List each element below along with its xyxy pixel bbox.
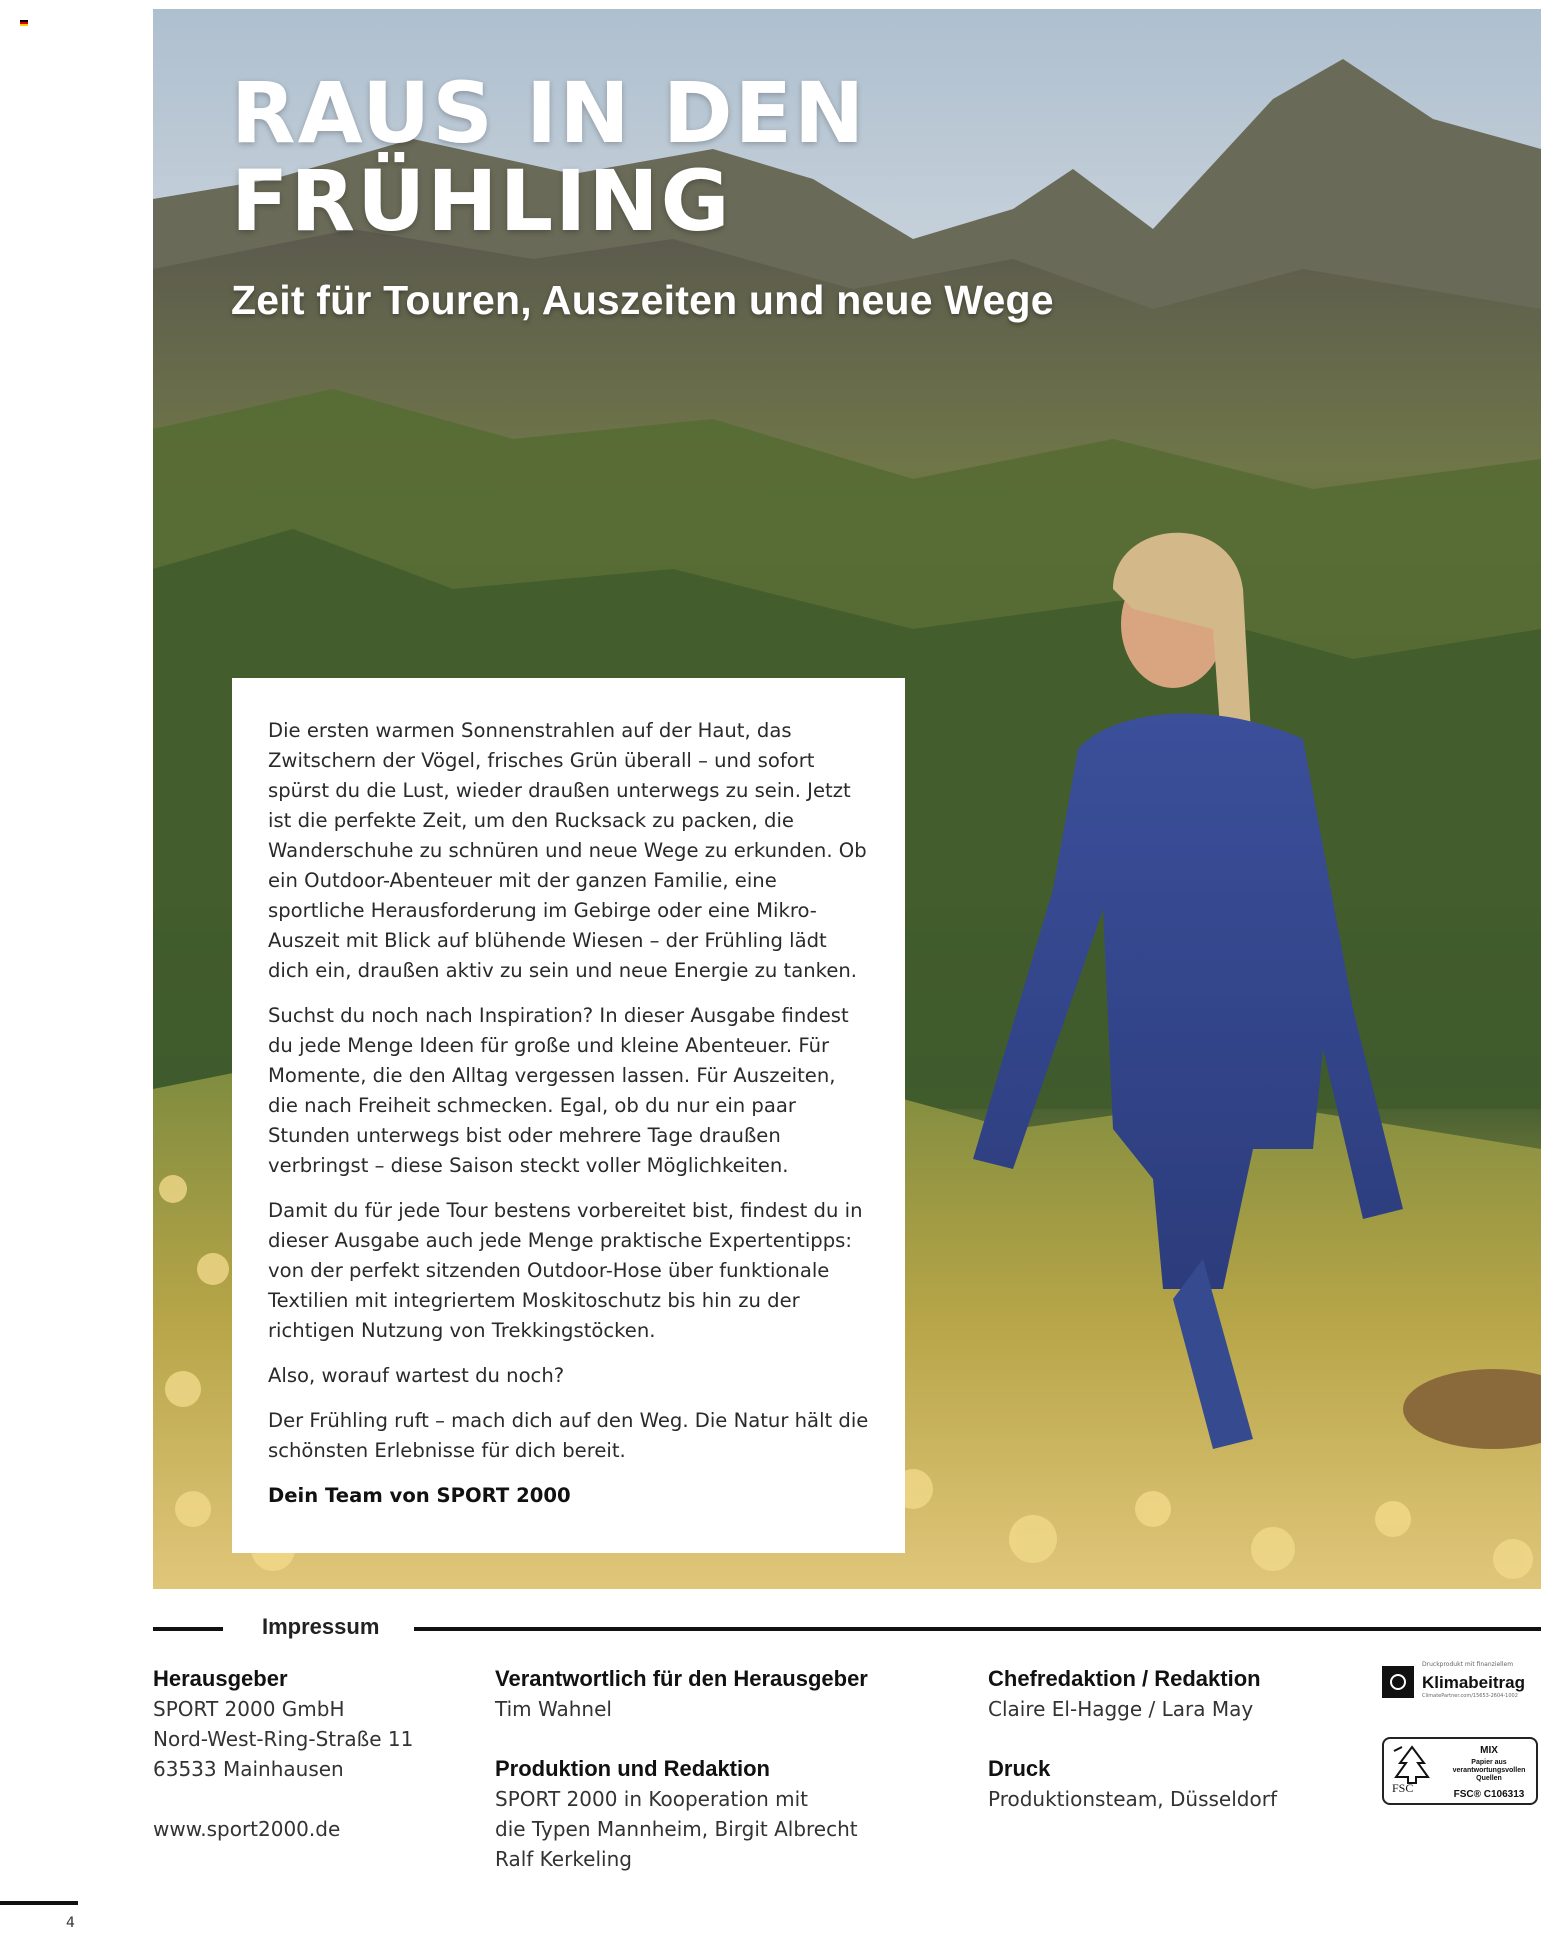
production-heading: Produktion und Redaktion [495,1756,770,1781]
page-number-rule [0,1901,78,1905]
klimabeitrag-badge [1382,1661,1540,1701]
intro-article [232,678,905,1553]
article-paragraph: Die ersten warmen Sonnenstrahlen auf der Haut, das Zwitschern der Vögel, frisches Grün überall – und sofort spürst du die Lust, wieder draußen unterwegs zu sein. Jetzt ist die perfekte Zeit, um den Rucksack zu packen, die Wanderschuhe zu schnüren und neue Wege zu erkunden. Ob ein Outdoor-Abenteuer mit der ganzen Familie, eine sportliche Herausforderung im Gebirge oder eine Mikro-Auszeit mit Blick auf blühende Wiesen – der Frühling lädt dich ein, draußen aktiv zu sein und neue Energie zu tanken. [268,719,867,982]
production-line: die Typen Mannheim, Birgit Albrecht [495,1817,858,1841]
article-paragraph: Also, worauf wartest du noch? [268,1364,565,1387]
klima-id: ClimatePartner.com/15653-2604-1002 [1422,1693,1518,1699]
publisher-line: Nord-West-Ring-Straße 11 [153,1727,414,1751]
impressum-title: Impressum [262,1614,380,1639]
fsc-badge [1382,1737,1538,1805]
impressum-editor [988,1664,1277,1814]
impressum-rule-right [414,1627,1541,1631]
print-value: Produktionsteam, Düsseldorf [988,1787,1277,1811]
publisher-web-link[interactable]: www.sport2000.de [153,1817,341,1841]
article-signature: Dein Team von SPORT 2000 [268,1484,571,1507]
publisher-line: SPORT 2000 GmbH [153,1697,345,1721]
editor-heading: Chefredaktion / Redaktion [988,1666,1261,1691]
klima-caption: Druckprodukt mit finanziellem [1422,1661,1514,1668]
hero-title [231,64,867,250]
responsible-heading: Verantwortlich für den Herausgeber [495,1666,868,1691]
responsible-name: Tim Wahnel [495,1697,612,1721]
klima-name: Klimabeitrag [1422,1673,1525,1692]
flag-icon [20,20,28,26]
hero-subtitle: Zeit für Touren, Auszeiten und neue Wege [231,277,1054,323]
article-paragraph: Damit du für jede Tour bestens vorbereitet bist, findest du in dieser Ausgabe auch jede Menge praktische Expertentipps: von der perfekt sitzenden Outdoor-Hose über funktionale Textilien mit integriertem Moskitoschutz bis hin zu der richtigen Nutzung von Trekkingstöcken. [268,1199,863,1342]
impressum-publisher [153,1664,413,1844]
print-heading: Druck [988,1756,1051,1781]
editor-names: Claire El-Hagge / Lara May [988,1697,1254,1721]
article-paragraph: Suchst du noch nach Inspiration? In dieser Ausgabe findest du jede Menge Ideen für große und kleine Abenteuer. Für Momente, die den Alltag vergessen lassen. Für Auszeiten, die nach Freiheit schmecken. Egal, ob du nur ein paar Stunden unterwegs bist oder mehrere Tage draußen verbringst – diese Saison steckt voller Möglichkeiten. [268,1004,849,1177]
fsc-mix: MIX [1480,1745,1498,1756]
hero-title-line1: RAUS IN DEN [231,64,867,162]
impressum-rule-left [153,1627,223,1631]
fsc-logo-text: FSC [1392,1781,1414,1795]
page-number: 4 [66,1915,75,1931]
publisher-heading: Herausgeber [153,1666,288,1691]
klima-logo-icon [1382,1666,1414,1698]
publisher-line: 63533 Mainhausen [153,1757,344,1781]
fsc-code: FSC® C106313 [1453,1789,1525,1800]
article-paragraph: Der Frühling ruft – mach dich auf den Weg. Die Natur hält die schönsten Erlebnisse für dich bereit. [268,1409,869,1462]
production-line: Ralf Kerkeling [495,1847,632,1871]
production-line: SPORT 2000 in Kooperation mit [495,1787,808,1811]
hero-title-line2: FRÜHLING [231,152,732,250]
fsc-mix-caption: Papier aus verantwortungsvollen Quellen [1452,1759,1526,1782]
impressum-responsible [495,1664,868,1874]
